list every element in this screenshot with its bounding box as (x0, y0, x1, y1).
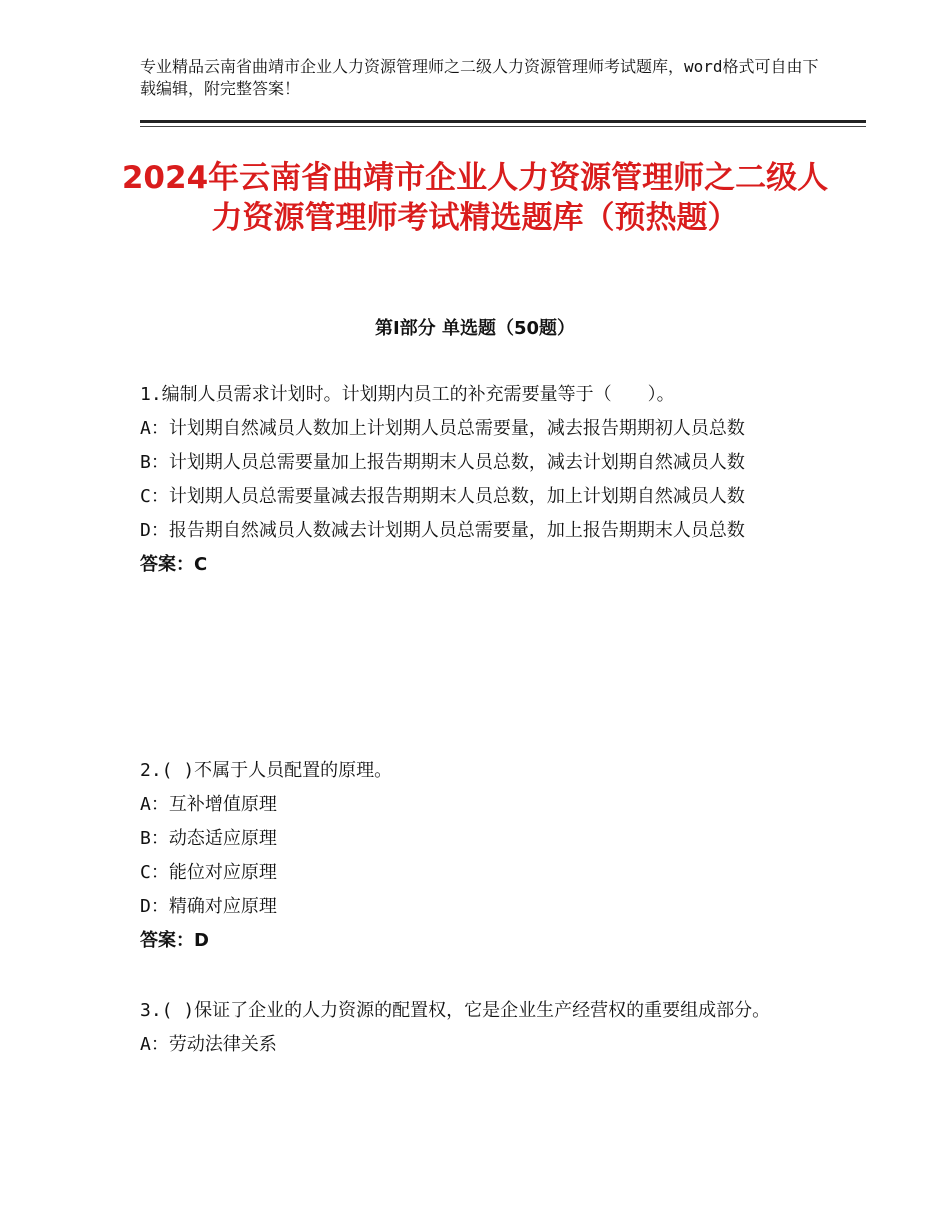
option-c: C：能位对应原理 (140, 862, 277, 883)
option-b: B：计划期人员总需要量加上报告期期末人员总数，减去计划期自然减员人数 (140, 452, 745, 473)
option-d: D：报告期自然减员人数减去计划期人员总需要量，加上报告期期末人员总数 (140, 520, 745, 541)
option-a: A：劳动法律关系 (140, 1034, 277, 1055)
option-a: A：计划期自然减员人数加上计划期人员总需要量，减去报告期期初人员总数 (140, 418, 745, 439)
header-rule-thin (140, 126, 866, 127)
document-title: 2024年云南省曲靖市企业人力资源管理师之二级人力资源管理师考试精选题库（预热题） (121, 160, 829, 236)
header-note: 专业精品云南省曲靖市企业人力资源管理师之二级人力资源管理师考试题库，word格式可自由下载编辑，附完整答案！ (140, 57, 819, 98)
question-stem: 2.( )不属于人员配置的原理。 (140, 760, 393, 781)
question-stem: 1.编制人员需求计划时。计划期内员工的补充需要量等于（ ）。 (140, 384, 675, 405)
question-2 (140, 754, 810, 958)
question-1 (140, 378, 810, 582)
answer: 答案：D (140, 930, 209, 951)
option-a: A：互补增值原理 (140, 794, 277, 815)
section-title: 第Ⅰ部分 单选题（50题） (374, 318, 575, 339)
question-stem: 3.( )保证了企业的人力资源的配置权，它是企业生产经营权的重要组成部分。 (140, 1000, 771, 1021)
header-rule-thick (140, 120, 866, 123)
answer: 答案：C (140, 554, 208, 575)
option-d: D：精确对应原理 (140, 896, 277, 917)
option-c: C：计划期人员总需要量减去报告期期末人员总数，加上计划期自然减员人数 (140, 486, 745, 507)
question-3 (140, 994, 810, 1062)
option-b: B：动态适应原理 (140, 828, 277, 849)
